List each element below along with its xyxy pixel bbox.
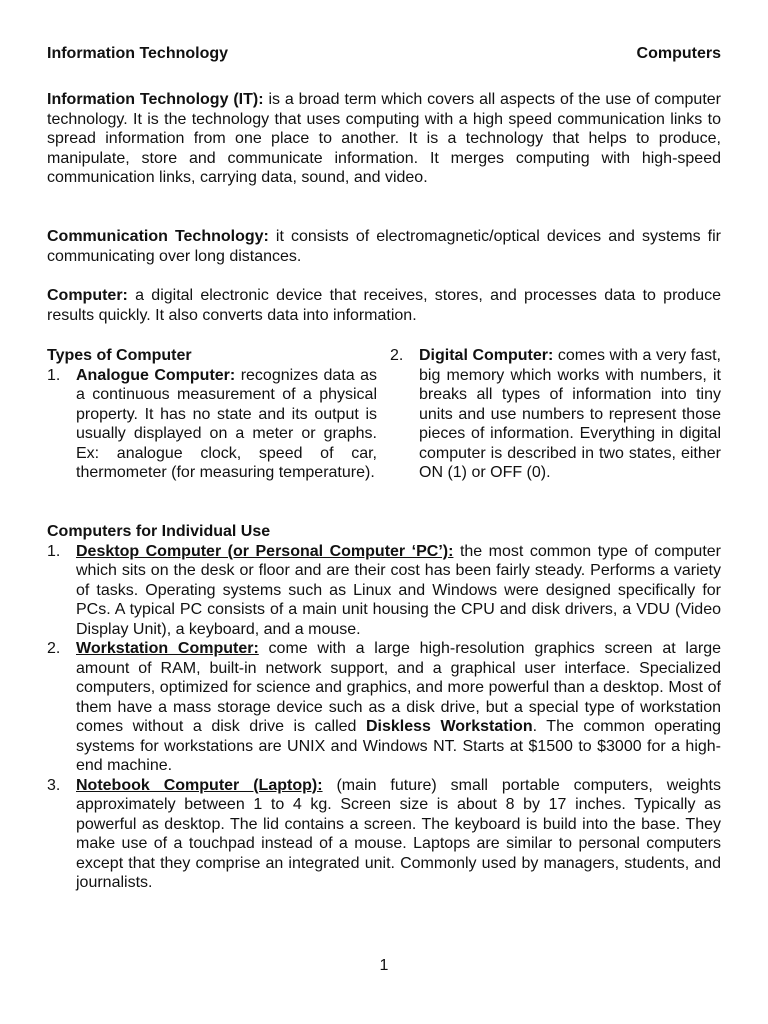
list-number: 2. (390, 347, 404, 364)
list-number: 1. (47, 366, 61, 384)
item-title-analogue: Analogue Computer: (76, 366, 236, 384)
item-text-analogue: recognizes data as a continuous measurement of a physical property. It has no state and its output is usually displayed on a meter or graphs. Ex: analogue clock, speed of car, thermometer (for measuring temperature). (76, 366, 378, 481)
item-text-workstation-b: . The common operating systems for workstations are UNIX and Windows NT. Starts at $1500 to $3000 for a high-end machine. (76, 718, 722, 774)
list-item-desktop (47, 542, 721, 640)
definition-text-it: is a broad term which covers all aspects of the use of computer technology. It is the technology that uses computing with a high speed communication links to spread information from one place to another. It is a technology that helps to produce, manipulate, store and communicate information. It merges computing with high-speed communication links, carrying data, sound, and video. (47, 91, 722, 186)
item-title-workstation: Workstation Computer: (76, 640, 259, 657)
types-column-right (390, 346, 721, 483)
term-ct: Communication Technology: (47, 228, 269, 245)
types-column-left (47, 346, 377, 483)
item-text-notebook: (main future) small portable computers, weights approximately between 1 to 4 kg. Screen size is about 8 by 17 inches. Typically as powerful as desktop. The lid contains a screen. The keyboard is build into the base. They make use of a touchpad instead of a mouse. Laptops are similar to personal computers except that they comprise an integrated unit. Commonly used by managers, students, and journalists. (76, 776, 721, 891)
header-left-title: Information Technology (47, 45, 229, 62)
definition-text-computer: a digital electronic device that receives, stores, and processes data to produce results quickly. It also converts data into information. (47, 287, 721, 324)
paragraph-computer-definition (47, 286, 721, 325)
list-item-notebook (47, 776, 721, 893)
header-right-title: Computers (636, 45, 721, 62)
item-title-notebook: Notebook Computer (Laptop): (76, 776, 323, 794)
definition-text-ct: it consists of electromagnetic/optical devices and systems fir communicating over long distances. (47, 228, 721, 265)
list-item-analogue (47, 366, 377, 483)
item-text-desktop: the most common type of computer which sits on the desk or floor and are their cost has been fairly steady. Performs a variety of tasks. Operating systems such as Linux and Windows were designed specifically for PCs. A typical PC consists of a main unit housing the CPU and disk drivers, a VDU (Video Display Unit), a keyboard, and a mouse. (76, 542, 721, 638)
item-text-digital: comes with a very fast, big memory which works with numbers, it breaks all types of information into tiny units and use numbers to represent those pieces of information. Everything in digital computer is described in two states, either ON (1) or OFF (0). (419, 347, 721, 481)
term-computer: Computer: (47, 287, 128, 304)
page-number: 1 (379, 957, 389, 974)
item-title-digital: Digital Computer: (419, 347, 554, 364)
list-number: 3. (47, 776, 61, 794)
list-number: 2. (47, 640, 61, 657)
paragraph-it-definition (47, 90, 721, 188)
item-bold-diskless: Diskless Workstation (365, 718, 533, 735)
page-header (47, 44, 721, 64)
individual-heading: Computers for Individual Use (47, 523, 271, 540)
item-text-workstation-a: come with a large high-resolution graphics screen at large amount of RAM, built-in network support, and a graphical user interface. Specialized computers, optimized for science and graphics, and more powerful than a desktop. Most of them have a mass storage device such as a disk drive, but a special type of workstation comes without a disk drive is called (76, 640, 722, 735)
list-item-digital (390, 346, 721, 483)
list-number: 1. (47, 542, 61, 560)
types-heading: Types of Computer (47, 347, 192, 364)
list-item-workstation (47, 639, 721, 776)
individual-use-section (47, 522, 721, 893)
term-it: Information Technology (IT): (47, 91, 264, 108)
paragraph-ct-definition (47, 227, 721, 266)
item-title-desktop: Desktop Computer (or Personal Computer ‘PC’): (76, 542, 454, 560)
